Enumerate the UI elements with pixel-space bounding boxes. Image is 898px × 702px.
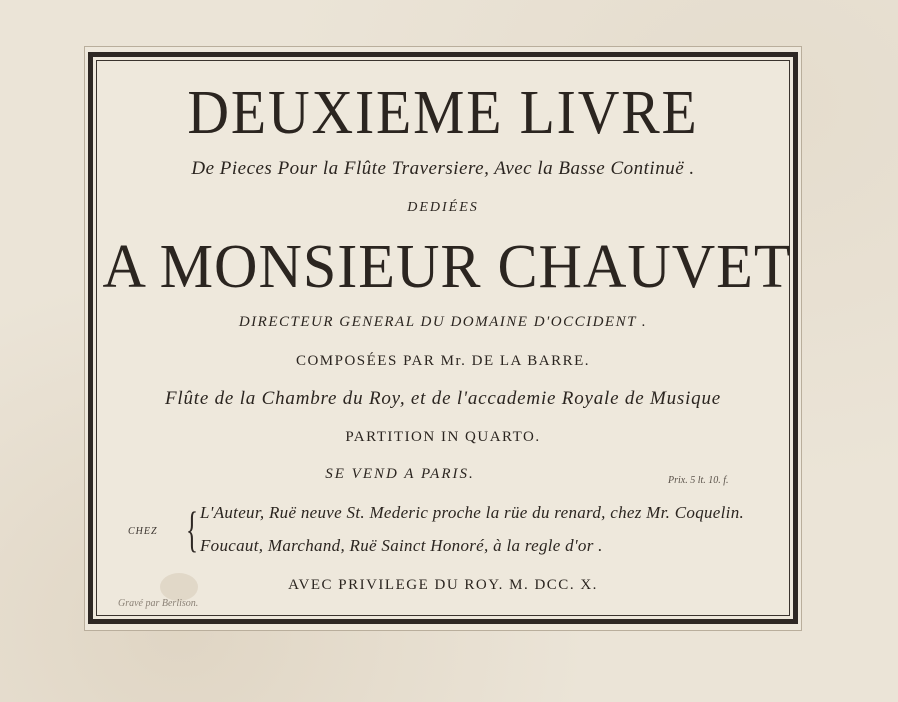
chez-label: CHEZ [128,526,158,537]
price-note: Prix. 5 lt. 10. f. [668,475,729,486]
seller-address-2: Foucaut, Marchand, Ruë Sainct Honoré, à la regle d'or . [200,536,603,555]
book-subtitle: De Pieces Pour la Flûte Traversiere, Avec la Basse Continuë . [191,158,695,179]
format-line: PARTITION IN QUARTO. [345,429,541,445]
book-title: DEUXIEME LIVRE [187,79,699,147]
dedicatee-name: A MONSIEUR CHAUVET [102,233,792,301]
dedication-label: DEDIÉES [407,200,479,215]
engraver-credit: Gravé par Berlison. [118,598,199,609]
composer-line: COMPOSÉES PAR Mr. DE LA BARRE. [295,353,591,369]
dedicatee-position: DIRECTEUR GENERAL DU DOMAINE D'OCCIDENT . [238,314,648,330]
composer-position: Flûte de la Chambre du Roy, et de l'accademie Royale de Musique [164,388,722,409]
brace-icon: { [186,501,198,557]
privilege-line: AVEC PRIVILEGE DU ROY. M. DCC. X. [288,577,598,593]
seller-address-1: L'Auteur, Ruë neuve St. Mederic proche la rüe du renard, chez Mr. Coquelin. [200,503,745,522]
sold-at-line: SE VEND A PARIS. [325,466,475,482]
